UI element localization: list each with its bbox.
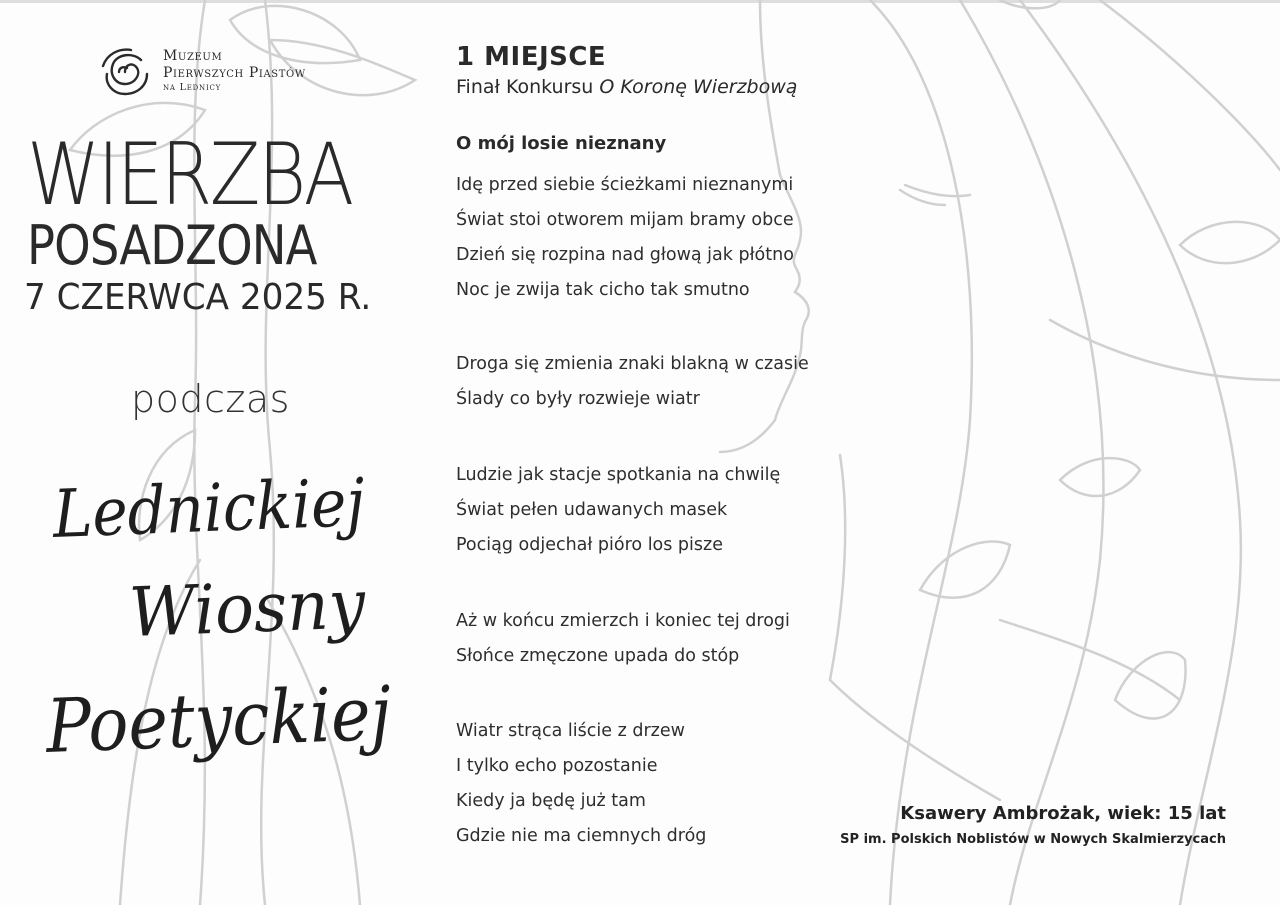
hair-line-6 [1000,620,1180,700]
award-contest-name: O Koronę Wierzbową [599,76,798,98]
leaf-right-c [920,541,1010,597]
museum-name-line1: Muzeum [163,48,223,64]
spiral-mark-icon [97,44,153,100]
poem-line: Droga się zmienia znaki blakną w czasie [456,354,809,374]
museum-logo [97,44,357,104]
award-rank: 1 MIEJSCE [456,42,607,72]
poem-line: Świat pełen udawanych masek [456,500,728,520]
poem-stanza-2 [456,347,809,417]
poem-line: Gdzie nie ma ciemnych dróg [456,826,707,846]
poem-line: Aż w końcu zmierzch i koniec tej drogi [456,611,790,631]
poem-line: I tylko echo pozostanie [456,756,658,776]
event-name-line3: Poetyckiej [44,670,393,770]
face-eyelash [900,190,945,205]
hair-line-2 [960,0,1103,905]
leaf-right-b [1115,652,1186,718]
author-name: Ksawery Ambrożak, wiek: 15 lat [900,803,1226,824]
poem-stanza-3 [456,458,780,563]
hair-line-5 [1050,320,1280,380]
museum-name-line2: Pierwszych Piastów [163,65,306,81]
event-intro: podczas [131,377,290,421]
poem-line: Świat stoi otworem mijam bramy obce [456,210,794,230]
museum-name [163,49,306,93]
hair-line-4 [1100,0,1280,170]
poem-line: Idę przed siebie ścieżkami nieznanymi [456,175,794,195]
poem-line: Ludzie jak stacje spotkania na chwilę [456,465,781,485]
poem-line: Noc je zwija tak cicho tak smutno [456,280,750,300]
poem-stanza-1 [456,168,794,308]
leaf-right-a [1180,222,1280,263]
author-school: SP im. Polskich Noblistów w Nowych Skalmierzycach [840,832,1226,847]
poem-line: Pociąg odjechał pióro los pisze [456,535,723,555]
leaf-right-d [1060,458,1140,496]
event-name-line2: Wiosny [127,565,367,653]
award-subtitle [456,76,797,98]
shoulder-line [830,680,1000,800]
poem-stanza-5 [456,714,706,854]
museum-name-line3: na Lednicy [163,82,222,93]
poem-line: Słońce zmęczone upada do stóp [456,646,740,666]
poem-line: Wiatr strąca liście z drzew [456,721,685,741]
headline-subtitle: POSADZONA [27,214,317,277]
poem-stanza-4 [456,604,790,674]
poem-line: Kiedy ja będę już tam [456,791,646,811]
poem-title: O mój losie nieznany [456,133,667,154]
award-subtitle-prefix: Finał Konkursu [456,76,600,98]
face-eye [905,185,970,196]
headline-date: 7 CZERWCA 2025 R. [24,277,372,318]
poem-line: Dzień się rozpina nad głową jak płótno [456,245,794,265]
scan-top-edge [0,0,1280,3]
event-name-line1: Lednickiej [51,463,366,553]
hair-line-1 [870,0,972,905]
neck-line [830,455,845,680]
poem-line: Ślady co były rozwieje wiatr [456,389,700,409]
hair-line-3 [1020,0,1241,905]
headline-title: WIERZBA [27,125,352,225]
